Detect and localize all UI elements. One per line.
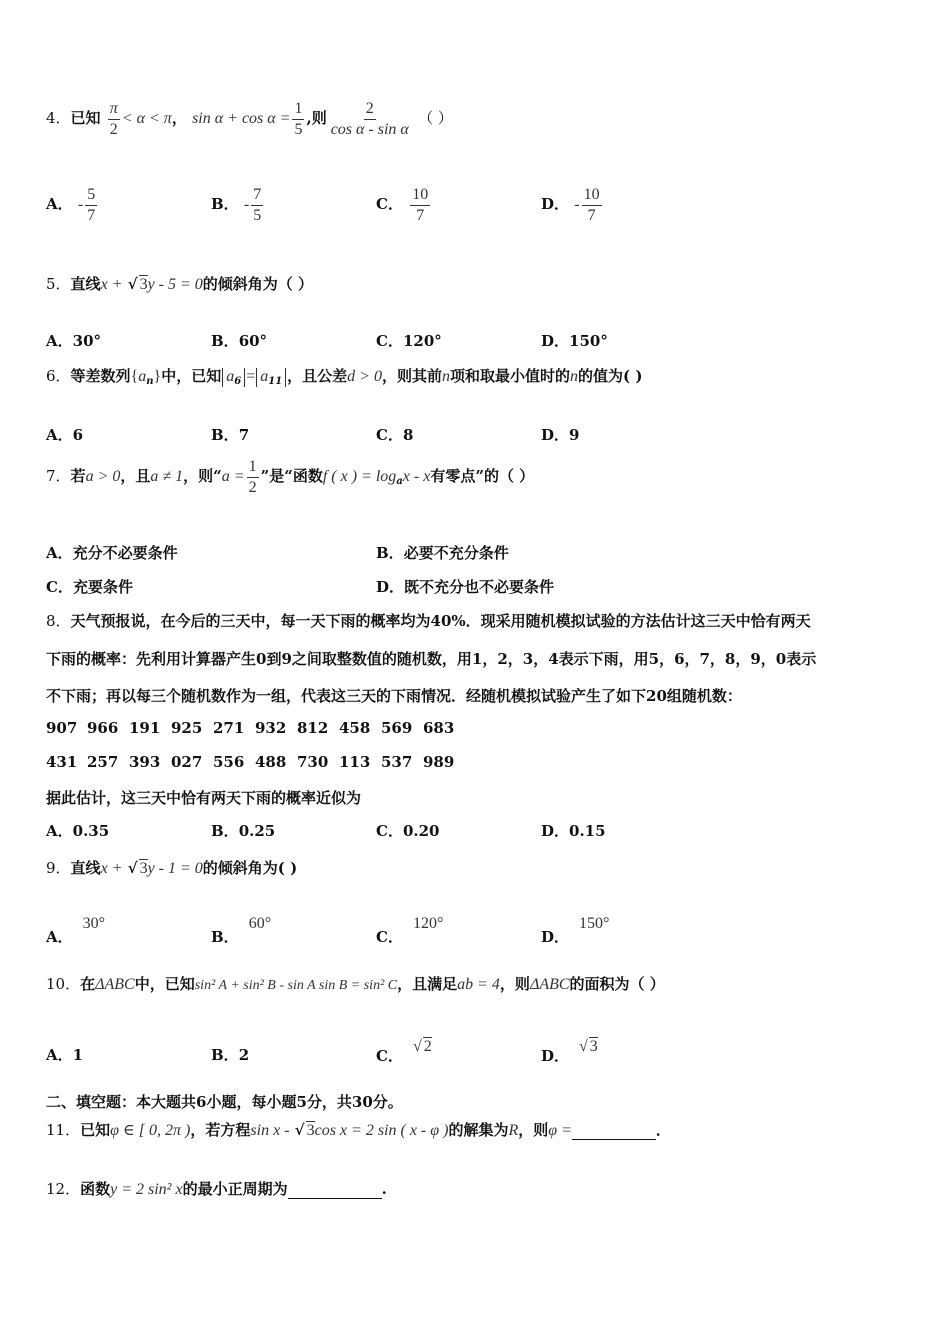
question-10: 10．在ΔABC中，已知sin² A + sin² B - sin A sin B = sin² C，且满足ab = 4，则ΔABC的面积为（ ） xyxy=(46,975,665,993)
section-heading-fill-in: 二、填空题：本大题共6小题，每小题5分，共30分。 xyxy=(46,1093,403,1111)
fraction-expression: $\frac{2}{\text{cos α - sin α}}$ xyxy=(330,100,409,138)
q6-option-d[interactable]: D．9 xyxy=(541,426,580,444)
answer-blank[interactable] xyxy=(288,1180,382,1199)
q7-option-c[interactable]: C．充要条件 xyxy=(46,578,133,596)
answer-blank[interactable] xyxy=(572,1121,656,1140)
question-6: 6．等差数列$\{a_n\}$中，已知 $a_6 = a_{11}$ ，且公差d > 0，则其前n项和取最小值时的n的值为( ) xyxy=(46,367,643,387)
q4-option-a[interactable]: A． - $\frac{5}{7}$ xyxy=(46,186,96,224)
question-number: 10． xyxy=(46,975,81,993)
question-7: 7．若a > 0，且a ≠ 1，则“a = $\frac{1}{2}$ ”是“函数f ( x ) = $\log_ax$ - x有零点”的（ ） xyxy=(46,458,535,496)
q10-option-b[interactable]: B．2 xyxy=(211,1046,250,1064)
q7-option-a[interactable]: A．充分不必要条件 xyxy=(46,544,178,562)
question-number: 12． xyxy=(46,1180,81,1198)
q8-option-d[interactable]: D．0.15 xyxy=(541,822,606,840)
q8-option-c[interactable]: C．0.20 xyxy=(376,822,440,840)
q9-option-c[interactable]: C．120° xyxy=(376,915,444,946)
q9-option-b[interactable]: B．60° xyxy=(211,915,272,946)
q6-option-b[interactable]: B．7 xyxy=(211,426,250,444)
q8-option-b[interactable]: B．0.25 xyxy=(211,822,276,840)
q10-option-c[interactable]: C．√ 2 xyxy=(376,1038,432,1065)
q7-option-b[interactable]: B．必要不充分条件 xyxy=(376,544,509,562)
question-number: 8． xyxy=(46,612,71,630)
question-4: 4．已知 $\frac{\pi}{2}$ < α < π， sin α + cos α = $\frac{1}{5}$ ,则 $\frac{2}{\text{cos α - sin α}}$ （ ） xyxy=(46,100,453,138)
question-number: 6． xyxy=(46,367,71,385)
question-8-line-2: 下雨的概率：先利用计算器产生0到9之间取整数值的随机数，用1，2，3，4表示下雨，用5，6，7，8，9，0表示 xyxy=(46,650,817,668)
q4-option-d[interactable]: D． - $\frac{10}{7}$ xyxy=(541,186,600,224)
q5-option-d[interactable]: D．150° xyxy=(541,332,608,350)
q7-option-d[interactable]: D．既不充分也不必要条件 xyxy=(376,578,555,596)
q4-option-b[interactable]: B． - $\frac{7}{5}$ xyxy=(211,186,262,224)
q10-option-d[interactable]: D．√ 3 xyxy=(541,1038,598,1065)
question-number: 4． xyxy=(46,109,71,128)
q10-option-a[interactable]: A．1 xyxy=(46,1046,84,1064)
question-5: 5．直线x + √ 3y - 5 = 0的倾斜角为（ ） xyxy=(46,275,314,293)
q9-option-a[interactable]: A．30° xyxy=(46,915,106,946)
q8-option-a[interactable]: A．0.35 xyxy=(46,822,110,840)
fraction-pi-over-2: $\frac{\pi}{2}$ xyxy=(109,100,118,138)
fraction-one-fifth: $\frac{1}{5}$ xyxy=(294,100,303,138)
question-number: 5． xyxy=(46,275,71,293)
q5-option-c[interactable]: C．120° xyxy=(376,332,442,350)
question-12: 12．函数y = 2 sin² x的最小正周期为 . xyxy=(46,1180,387,1198)
q6-option-a[interactable]: A．6 xyxy=(46,426,84,444)
question-number: 11． xyxy=(46,1121,81,1139)
q4-option-c[interactable]: C． $\frac{10}{7}$ xyxy=(376,186,429,224)
q5-option-a[interactable]: A．30° xyxy=(46,332,102,350)
question-8-line-3: 不下雨；再以每三个随机数作为一组，代表这三天的下雨情况．经随机模拟试验产生了如下20组随机数： xyxy=(46,687,742,705)
q9-option-d[interactable]: D．150° xyxy=(541,915,610,946)
q5-option-b[interactable]: B．60° xyxy=(211,332,268,350)
question-8-ask: 据此估计，这三天中恰有两天下雨的概率近似为 xyxy=(46,789,362,807)
question-number: 9． xyxy=(46,859,71,877)
question-number: 7． xyxy=(46,467,71,486)
q6-option-c[interactable]: C．8 xyxy=(376,426,414,444)
question-11: 11．已知φ ∈ [ 0, 2π )，若方程sin x - √ 3cos x = 2 sin ( x - φ )的解集为R，则φ = ． xyxy=(46,1121,671,1139)
fraction-one-half: $\frac{1}{2}$ xyxy=(248,458,257,496)
question-8-line-1: 8．天气预报说，在今后的三天中，每一天下雨的概率均为40%．现采用随机模拟试验的方法估计这三天中恰有两天 xyxy=(46,612,811,630)
question-9: 9．直线x + √ 3y - 1 = 0的倾斜角为( ) xyxy=(46,859,298,877)
